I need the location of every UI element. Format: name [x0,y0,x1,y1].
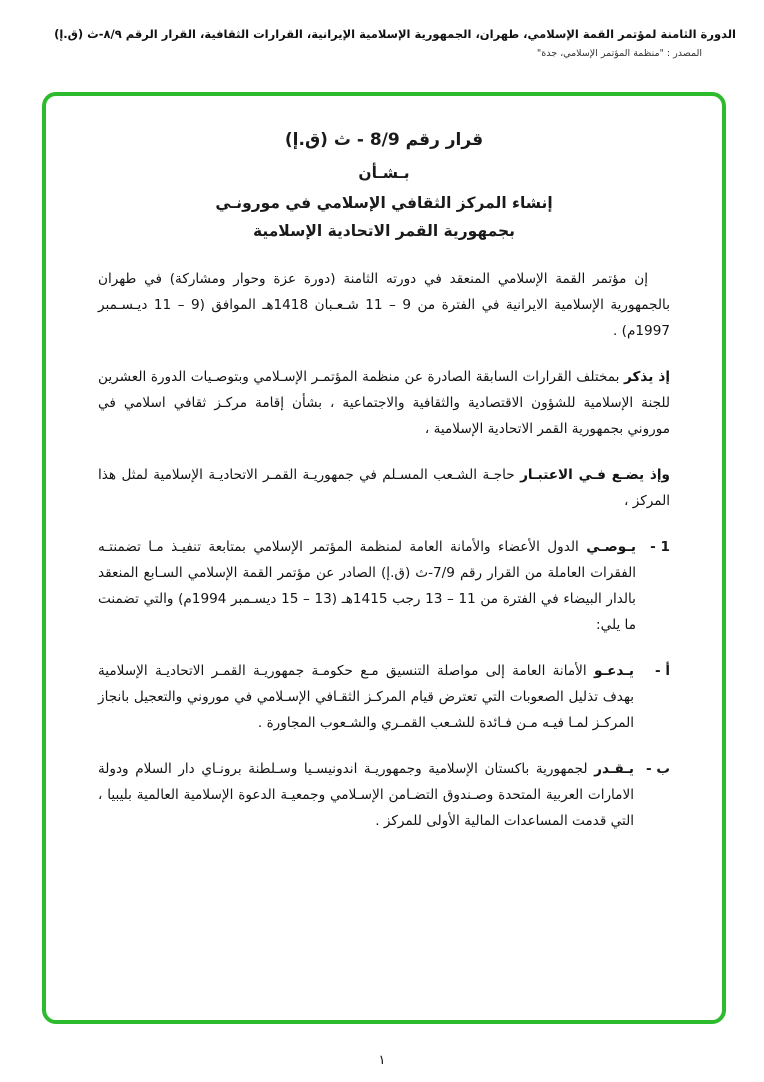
item-b-body: لجمهورية باكستان الإسلامية وجمهوريـة اندونيسـيا وسـلطنة برونـاي دار السلام ودولة الامارات العربية المتحدة وصـندوق التضـامن الإسـلامي وجمعيـة الدعوة الإسلامية العالمية بليبيا ، التي قدمت المساعدات المالية الأولى للمركز . [98,761,634,829]
item-1-marker: 1 - [650,539,670,555]
item-b-lead: يـقـدر [594,761,635,777]
item-a-text [98,658,634,736]
item-a-lead: يـدعـو [593,663,634,679]
item-b-marker: ب - [645,761,670,777]
recalls-lead: إذ يذكر [624,369,671,385]
considering-paragraph [98,462,670,514]
green-border-frame [42,92,726,1024]
title-block [98,130,670,240]
item-a-body: الأمانة العامة إلى مواصلة التنسيق مـع حكومـة جمهوريـة القمـر الاتحاديـة الإسلامية بهدف تذليل الصعوبات التي تعترض قيام المركـز الثقـافي الإسـلامي في موروني والتعجيل بانجاز المركـز لمـا فيـه مـن فـائدة للشـعب القمـري والشـعوب المجاورة . [98,663,634,731]
item-b-text [98,756,634,834]
resolution-number-title: قرار رقم 8/9 - ث (ق.إ) [284,130,484,150]
document-header [28,26,736,59]
title-subject-line2: بجمهورية القمر الاتحادية الإسلامية [252,222,516,240]
header-citation-line: الدورة الثامنة لمؤتمر القمة الإسلامي، طهران، الجمهورية الإسلامية الإيرانية، القرارات الثقافية، القرار الرقم ٨/٩-ث (ق.إ) [54,27,736,41]
item-1-text [98,534,636,638]
item-a-marker: أ - [654,663,670,679]
recalls-text: بمختلف القرارات السابقة الصادرة عن منظمة المؤتمـر الإسـلامي وبتوصـيات الدورة العشرين للجنة الإسلامية للشؤون الاقتصادية والثقافية والاجتماعية ، بشأن إقامة مركـز ثقافي اسلامي في موروني بجمهورية القمر الاتحادية الإسلامية ، [98,369,670,437]
item-1-lead: يـوصـي [586,539,636,555]
lettered-item-a [98,658,670,736]
page-number: ١ [378,1053,386,1068]
title-subject-line1: إنشاء المركز الثقافي الإسلامي في مورونـي [215,194,553,212]
recalls-paragraph [98,364,670,442]
considering-text: حاجـة الشـعب المسـلم في جمهوريـة القمـر الاتحاديـة الإسلامية لمثل هذا المركز ، [98,467,670,509]
numbered-item-1 [98,534,670,638]
considering-lead: وإذ يضـع فـي الاعتبـار [520,467,670,483]
header-source-line: المصدر : "منظمة المؤتمر الإسلامي، جدة" [536,48,702,60]
item-1-body: الدول الأعضاء والأمانة العامة لمنظمة المؤتمر الإسلامي بمتابعة تنفيـذ مـا تضمنتـه الفقرات العاملة من القرار رقم 7/9-ث (ق.إ) الصادر عن مؤتمر القمة الإسلامي السـابع المنعقد بالدار البيضاء في الفترة من 11 – 13 رجب 1415هـ (13 – 15 ديسـمبر 1994م) والتي تضمنت ما يلي: [98,539,636,633]
lettered-item-b [98,756,670,834]
intro-paragraph: إن مؤتمر القمة الإسلامي المنعقد في دورته الثامنة (دورة عزة وحوار ومشاركة) في طهران بالجمهورية الإسلامية الايرانية في الفترة من 9 – 11 شـعـبان 1418هـ الموافق (9 – 11 ديـسـمبر 1997م) . [98,271,670,339]
title-regarding: بـشـأن [358,164,410,182]
document-content [46,96,722,1020]
